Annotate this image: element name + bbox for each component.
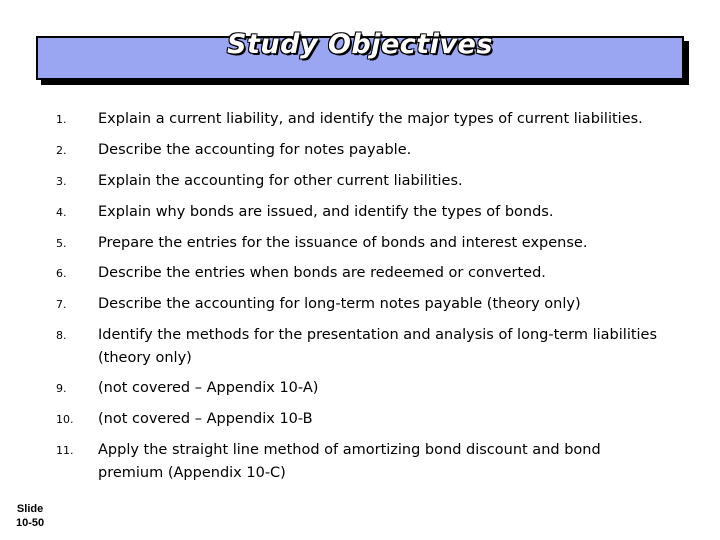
objective-text: Describe the accounting for notes payable. (98, 142, 412, 158)
objective-text: (theory only) (98, 350, 192, 366)
slide-label-text: Slide (16, 503, 44, 515)
slide-number-label (16, 502, 44, 530)
objective-text: Explain the accounting for other current liabilities. (98, 173, 463, 189)
objective-text: (not covered – Appendix 10-A) (98, 380, 319, 396)
objective-text: Identify the methods for the presentation and analysis of long-term liabilities (98, 327, 658, 343)
objective-number: 3. (56, 175, 67, 188)
objective-number: 2. (56, 144, 67, 157)
objective-text: premium (Appendix 10-C) (98, 465, 286, 481)
slide-number: 10-50 (16, 517, 45, 529)
objective-text: Apply the straight line method of amortizing bond discount and bond (98, 442, 601, 458)
objective-text: (not covered – Appendix 10-B (98, 411, 313, 427)
objective-text: Describe the entries when bonds are redeemed or converted. (98, 265, 546, 281)
objective-number: 4. (56, 206, 67, 219)
objective-number: 7. (56, 298, 67, 311)
objective-number: 8. (56, 329, 67, 342)
objective-number: 1. (56, 113, 67, 126)
objective-text: Explain a current liability, and identify the major types of current liabilities. (98, 111, 643, 127)
page-title: Study Objectives (227, 28, 493, 60)
objective-text: Describe the accounting for long-term notes payable (theory only) (98, 296, 581, 312)
objective-number: 10. (56, 413, 74, 426)
objective-number: 6. (56, 267, 67, 280)
objective-text: Prepare the entries for the issuance of bonds and interest expense. (98, 235, 588, 251)
objective-number: 9. (56, 382, 67, 395)
objective-number: 11. (56, 444, 74, 457)
objective-number: 5. (56, 237, 67, 250)
objective-text: Explain why bonds are issued, and identify the types of bonds. (98, 204, 554, 220)
